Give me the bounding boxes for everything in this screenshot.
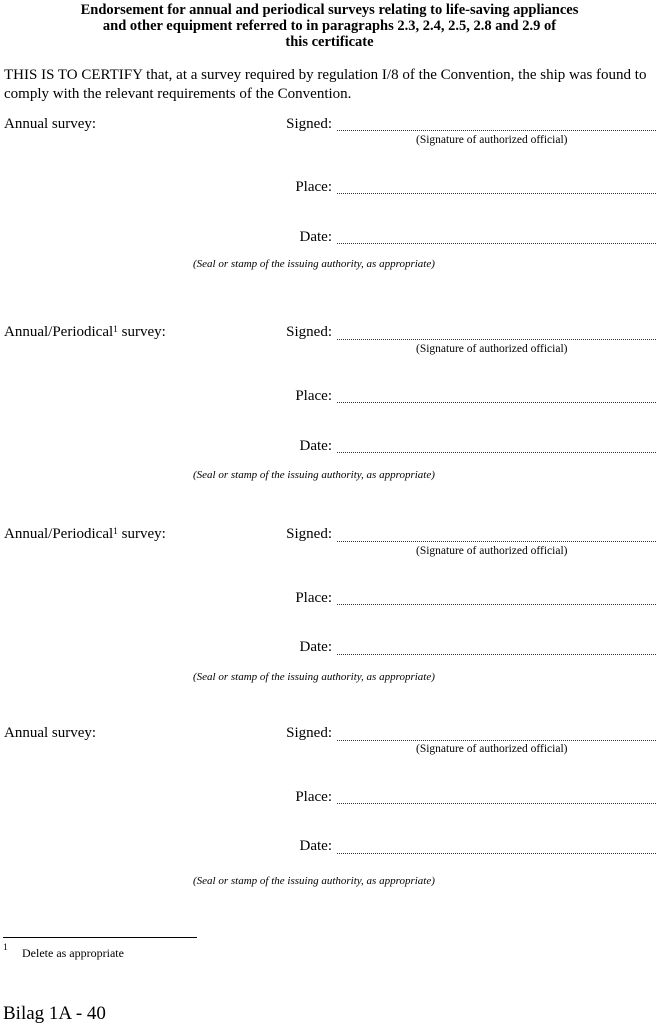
place-label: Place: (295, 590, 332, 606)
signature-field[interactable] (337, 130, 656, 131)
certification-statement: THIS IS TO CERTIFY that, at a survey required by regulation I/8 of the Convention, the ship was found to comply with the relevant requirements of the Convention. (4, 67, 647, 102)
seal-caption: (Seal or stamp of the issuing authority, as appropriate) (193, 469, 435, 481)
date-label: Date: (299, 838, 332, 854)
survey-label-text: Annual/Periodical (4, 324, 114, 340)
footnote-reference: 1 (113, 527, 118, 537)
signed-label: Signed: (286, 116, 332, 132)
date-label: Date: (299, 229, 332, 245)
footnote-mark: 1 (3, 943, 8, 953)
date-field[interactable] (337, 853, 656, 854)
signed-label: Signed: (286, 526, 332, 542)
signature-caption: (Signature of authorized official) (416, 743, 568, 755)
signature-field[interactable] (337, 740, 656, 741)
survey-label-periodical-1 (4, 323, 166, 341)
date-label: Date: (299, 639, 332, 655)
document-heading (0, 2, 659, 50)
place-label: Place: (295, 388, 332, 404)
footnote-reference: 1 (113, 325, 118, 335)
survey-label-annual-1: Annual survey: (4, 116, 97, 132)
survey-label-periodical-2 (4, 525, 166, 543)
place-field[interactable] (337, 604, 656, 605)
seal-caption: (Seal or stamp of the issuing authority, as appropriate) (193, 875, 435, 887)
date-label: Date: (299, 438, 332, 454)
date-field[interactable] (337, 243, 656, 244)
signed-label: Signed: (286, 324, 332, 340)
place-field[interactable] (337, 402, 656, 403)
survey-label-annual-2: Annual survey: (4, 725, 97, 741)
seal-caption: (Seal or stamp of the issuing authority, as appropriate) (193, 258, 435, 270)
survey-label-suffix: survey: (117, 526, 166, 542)
date-field[interactable] (337, 654, 656, 655)
place-label: Place: (295, 179, 332, 195)
signature-caption: (Signature of authorized official) (416, 343, 568, 355)
place-label: Place: (295, 789, 332, 805)
signature-caption: (Signature of authorized official) (416, 545, 568, 557)
place-field[interactable] (337, 193, 656, 194)
survey-label-text: Annual/Periodical (4, 526, 114, 542)
date-field[interactable] (337, 452, 656, 453)
heading-line-1: Endorsement for annual and periodical surveys relating to life-saving appliances (80, 2, 579, 18)
signature-field[interactable] (337, 541, 656, 542)
footnote-text: Delete as appropriate (22, 946, 124, 960)
footnote-separator (3, 937, 197, 938)
place-field[interactable] (337, 803, 656, 804)
heading-line-2: and other equipment referred to in paragraphs 2.3, 2.4, 2.5, 2.8 and 2.9 of (102, 18, 557, 34)
signature-field[interactable] (337, 339, 656, 340)
page-number: Bilag 1A - 40 (3, 1003, 106, 1024)
signed-label: Signed: (286, 725, 332, 741)
survey-label-suffix: survey: (117, 324, 166, 340)
heading-line-3: this certificate (285, 34, 374, 50)
signature-caption: (Signature of authorized official) (416, 134, 568, 146)
seal-caption: (Seal or stamp of the issuing authority, as appropriate) (193, 671, 435, 683)
